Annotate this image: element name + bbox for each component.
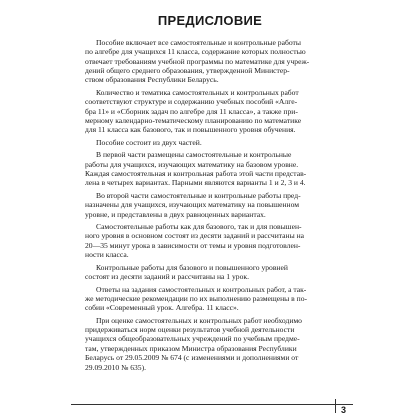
footer-tick xyxy=(335,399,336,413)
footer-rule xyxy=(71,404,353,405)
text-line: отвечает требованиям учебной программы по математике для учреж- xyxy=(85,56,310,66)
paragraph xyxy=(85,191,334,219)
text-line: Во второй части самостоятельные и контрольные работы пред- xyxy=(96,190,301,200)
text-line: бра 11» и «Сборник задач по алгебре для 11 класса», а также при- xyxy=(85,106,298,116)
text-line: же методические рекомендации по их выполнению размещены в по- xyxy=(85,293,308,303)
text-line: ного уровня в основном состоят из десяти заданий и рассчитаны на xyxy=(85,231,305,241)
text-line: учащихся общеобразовательных учреждений по учебным предме- xyxy=(85,334,300,344)
text-line: по алгебре для учащихся 11 класса, содержание которых полностью xyxy=(85,47,306,57)
text-line: уровне, и представлены в двух равноценных вариантах. xyxy=(85,209,266,219)
text-line: соответствуют структуре и содержанию учебных пособий «Алге- xyxy=(85,97,298,107)
text-line: ности класса. xyxy=(85,250,129,260)
text-line: 29.09.2010 № 635). xyxy=(85,362,147,372)
text-line: придерживаться норм оценки результатов учебной деятельности xyxy=(85,325,295,335)
text-line: Беларусь от 29.05.2009 № 674 (с изменениями и дополнениями от xyxy=(85,353,299,363)
text-line: В первой части размещены самостоятельные и контрольные xyxy=(96,150,292,160)
text-line: лена в четырех вариантах. Парными являются варианты 1 и 2, 3 и 4. xyxy=(85,178,306,188)
text-line: назначены для учащихся, изучающих математику на повышенном xyxy=(85,200,300,210)
text-line: там, утвержденных приказом Министра образования Республики xyxy=(85,343,297,353)
paragraph xyxy=(85,316,334,372)
text-line: Самостоятельные работы как для базового, так и для повышен- xyxy=(96,222,302,232)
text-line: Ответы на задания самостоятельных и контрольных работ, а так- xyxy=(96,284,307,294)
text-line: Пособие включает все самостоятельные и контрольные работы xyxy=(96,38,301,47)
paragraph xyxy=(85,88,334,135)
text-line: ством образования Республики Беларусь. xyxy=(85,75,219,85)
text-line: 20—35 минут урока в зависимости от темы и уровня подготовлен- xyxy=(85,240,301,250)
text-line: для 11 класса как базового, так и повышенного уровня обучения. xyxy=(85,125,296,135)
text-line: Контрольные работы для базового и повышенного уровней xyxy=(96,262,288,272)
text-line: состоят из десяти заданий и рассчитаны на 1 урок. xyxy=(85,272,249,282)
text-line: Пособие состоит из двух частей. xyxy=(96,137,202,147)
paragraph xyxy=(85,138,334,147)
page-title: ПРЕДИСЛОВИЕ xyxy=(157,13,263,28)
text-line: работы для учащихся, изучающих математику на базовом уровне. xyxy=(85,159,299,169)
text-line: мерному календарно-тематическому планированию по математике xyxy=(85,115,302,125)
text-line: Количество и тематика самостоятельных и контрольных работ xyxy=(96,87,299,97)
paragraph xyxy=(85,222,334,259)
paragraph xyxy=(85,150,334,187)
document-body xyxy=(85,38,334,375)
paragraph xyxy=(85,285,334,313)
text-line: При оценке самостоятельных и контрольных работ необходимо xyxy=(96,315,302,325)
paragraph xyxy=(85,263,334,282)
text-line: Каждая самостоятельная и контрольная работа этой части представ- xyxy=(85,169,307,179)
page-number: 3 xyxy=(341,405,347,415)
text-line: дений общего среднего образования, утвержденной Министер- xyxy=(85,66,290,76)
paragraph xyxy=(85,38,334,85)
text-line: собии «Современный урок. Алгебра. 11 класс». xyxy=(85,303,239,313)
